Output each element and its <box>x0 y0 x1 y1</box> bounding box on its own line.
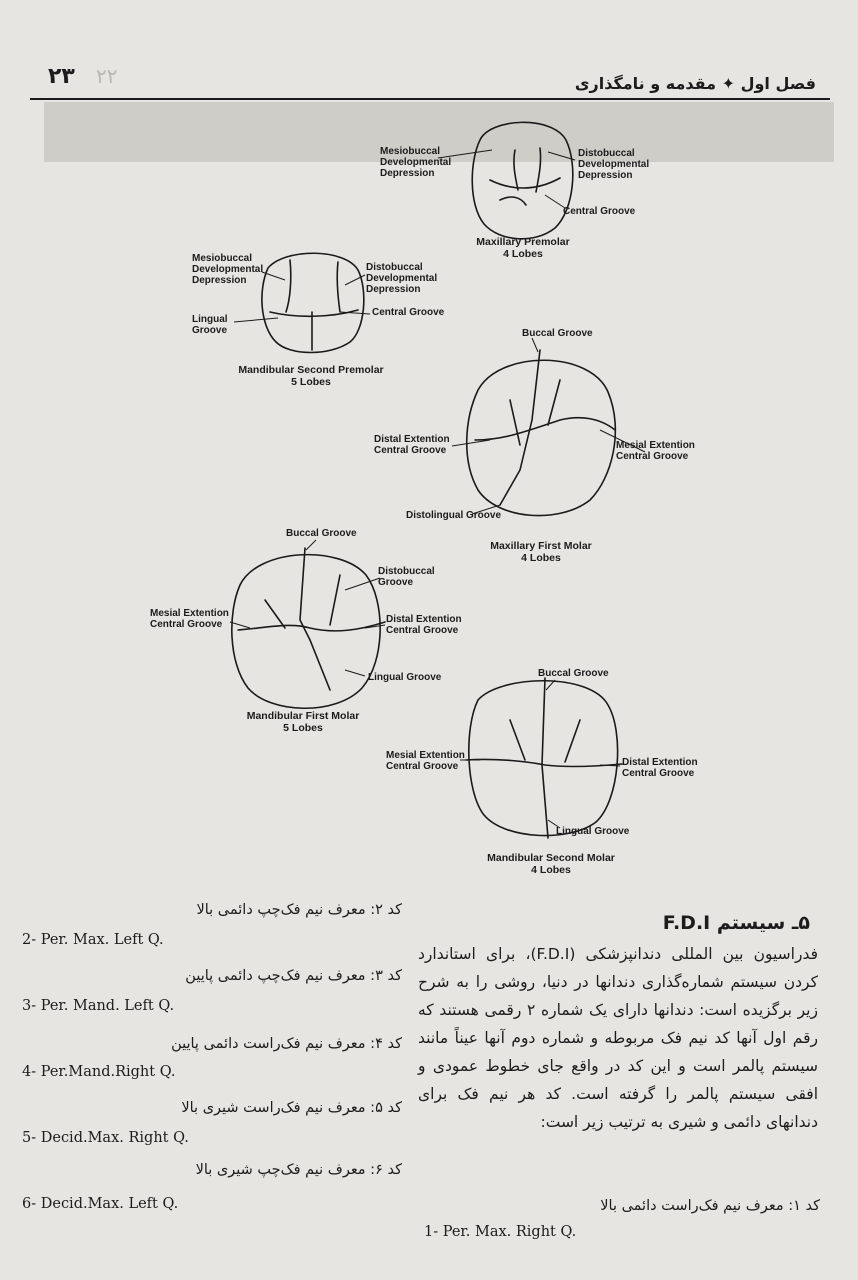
label-lingual-groove-4: Lingual Groove <box>368 672 442 683</box>
label-central-groove-2: Central Groove <box>372 307 445 318</box>
code-4-block <box>18 1036 402 1088</box>
code-2-block <box>18 902 402 954</box>
label-distal-extention-4: Distal Extention Central Groove <box>386 614 462 636</box>
maxillary-first-molar-drawing <box>467 350 616 516</box>
fdi-paragraph: فدراسیون بین المللی دندانپزشکی (F.D.I)، برای استاندارد کردن سیستم شماره‌گذاری دندانها در دنیا، روشی را به شرح زیر برگزیده است: دندانها دارای یک شماره ۲ رقمی هستند که رقم اول آنها کد نیم فک مربوطه و شماره دوم آنها عیناً مانند سیستم پالمر است و این کد در واقع جای خطوط عمودی و افقی سیستم پالمر را گرفته است. کد هر نیم فک برای دندانهای دائمی و شیری به ترتیب زیر است: <box>418 945 819 1131</box>
faint-page-number: ۲۲ <box>96 64 118 88</box>
code-6-en: 6- Decid.Max. Left Q. <box>22 1196 179 1212</box>
label-distal-extention-5: Distal Extention Central Groove <box>622 757 698 779</box>
label-mesial-extention-5: Mesial Extention Central Groove <box>386 750 465 772</box>
mandibular-first-molar-drawing <box>232 548 385 708</box>
code-3-block <box>18 968 402 1020</box>
page-number: ۲۳ <box>48 64 75 89</box>
label-distal-extention-3: Distal Extention Central Groove <box>374 434 450 456</box>
code-5-block <box>18 1100 402 1152</box>
label-lingual-groove-5: Lingual Groove <box>556 826 630 837</box>
title-maxillary-premolar: Maxillary Premolar 4 Lobes <box>476 236 570 260</box>
label-mesial-extention-3: Mesial Extention Central Groove <box>616 440 695 462</box>
label-lingual-groove-2: Lingual Groove <box>192 314 228 336</box>
label-buccal-groove-4: Buccal Groove <box>286 528 357 539</box>
code-5-fa: کد ۵: معرف نیم فک‌راست شیری بالا <box>181 1100 402 1116</box>
title-maxillary-first-molar: Maxillary First Molar 4 Lobes <box>490 540 592 564</box>
code-6-fa: کد ۶: معرف نیم فک‌چپ شیری بالا <box>195 1162 402 1178</box>
label-mesiobuccal-depression-2: Mesiobuccal Developmental Depression <box>192 253 264 286</box>
code-1-en: 1- Per. Max. Right Q. <box>424 1224 577 1240</box>
code-3-en: 3- Per. Mand. Left Q. <box>22 998 175 1014</box>
label-distobuccal-depression-2: Distobuccal Developmental Depression <box>366 262 438 295</box>
code-4-en: 4- Per.Mand.Right Q. <box>22 1064 176 1080</box>
label-distolingual-groove-3: Distolingual Groove <box>406 510 502 521</box>
code-6-block <box>18 1162 402 1218</box>
label-distobuccal-depression-1: Distobuccal Developmental Depression <box>578 148 650 181</box>
title-mandibular-second-molar: Mandibular Second Molar 4 Lobes <box>487 852 615 876</box>
label-mesiobuccal-depression-1: Mesiobuccal Developmental Depression <box>380 146 452 179</box>
label-mesial-extention-4: Mesial Extention Central Groove <box>150 608 229 630</box>
code-4-fa: کد ۴: معرف نیم فک‌راست دائمی پایین <box>171 1036 402 1052</box>
title-mandibular-first-molar: Mandibular First Molar 5 Lobes <box>246 710 360 734</box>
code-5-en: 5- Decid.Max. Right Q. <box>22 1130 189 1146</box>
label-distobuccal-groove-4: Distobuccal Groove <box>378 566 435 588</box>
section-heading-fdi: ۵ـ سیستم F.D.I <box>662 912 810 934</box>
title-mandibular-second-premolar: Mandibular Second Premolar 5 Lobes <box>238 364 384 388</box>
maxillary-premolar-drawing <box>472 122 573 238</box>
code-1-fa: کد ۱: معرف نیم فک‌راست دائمی بالا <box>600 1198 820 1214</box>
label-buccal-groove-3: Buccal Groove <box>522 328 593 339</box>
mandibular-second-molar-drawing <box>466 678 622 838</box>
code-2-en: 2- Per. Max. Left Q. <box>22 932 164 948</box>
label-buccal-groove-5: Buccal Groove <box>538 668 609 679</box>
code-2-fa: کد ۲: معرف نیم فک‌چپ دائمی بالا <box>196 902 402 918</box>
chapter-title: فصل اول ✦ مقدمه و نامگذاری <box>574 74 816 93</box>
code-3-fa: کد ۳: معرف نیم فک‌چپ دائمی پایین <box>185 968 402 984</box>
label-central-groove-1: Central Groove <box>563 206 636 217</box>
mandibular-second-premolar-drawing <box>262 253 364 352</box>
code-1-block <box>420 1198 820 1250</box>
